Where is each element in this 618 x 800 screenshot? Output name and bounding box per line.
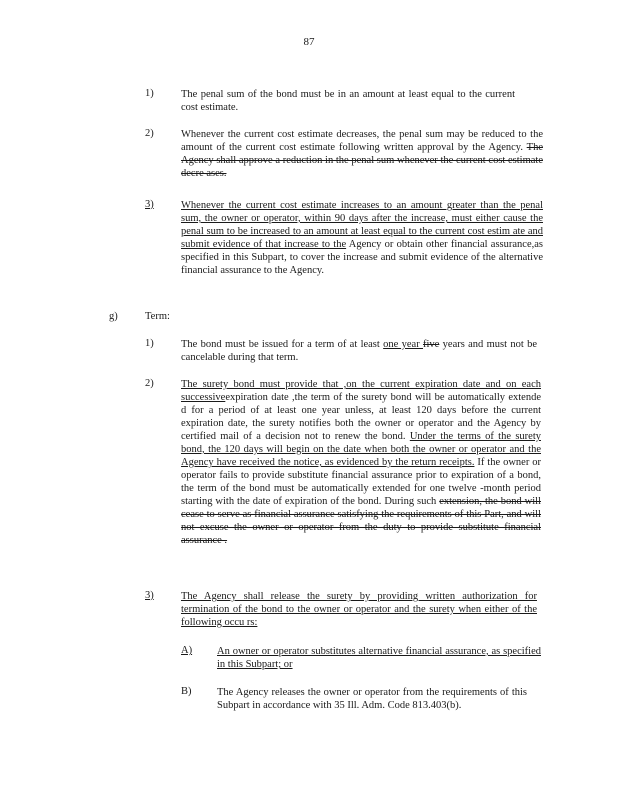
item-number: 2): [145, 128, 154, 139]
item-text: [181, 338, 537, 364]
item-number: 1): [145, 338, 154, 349]
item-text: [217, 686, 527, 712]
deleted-text: The Agency shall approve a reduction in the penal sum whenever the current cost estimate decre ases.: [181, 142, 543, 179]
item-text: [181, 199, 543, 277]
item-text: [181, 128, 543, 180]
text-segment: Agency or obtain other financial assurance,as specified in this Subpart, to cover the increase and submit evidence of the alternative financial assurance to the Agency.: [181, 239, 543, 276]
deleted-text: extension, the bond will cease to serve as financial assurance satisfying the requirements of this Part, and will not excuse the owner or operator from the duty to provide substitute financial assurance .: [181, 496, 541, 546]
text-segment: The penal sum of the bond must be in an amount at least equal to the current cost estimate.: [181, 89, 515, 113]
item-number: A): [181, 645, 193, 656]
inserted-text: Under the terms of the surety bond, the 120 days will begin on the date when both the owner or operator and the Agency have received the notice, as evidenced by the return receipts.: [181, 431, 541, 468]
inserted-text: Whenever the current cost estimate increases to an amount greater than the penal sum, the owner or operator, within 90 days after the increase, must either cause the penal sum to be increased to an amount at least equal to the current cost estim ate and submit evidence of that increase to the: [181, 200, 543, 250]
section-heading: [109, 311, 170, 322]
inserted-text: one year: [383, 339, 424, 350]
text-segment: Whenever the current cost estimate decreases, the penal sum may be reduced to the amount of the current cost estimate following written approval by the Agency.: [181, 129, 543, 153]
text-segment: The Agency releases the owner or operator from the requirements of this Subpart in accordance with 35 Ill. Adm. Code 813.403(b).: [217, 687, 527, 711]
item-text: [181, 378, 541, 547]
item-number: B): [181, 686, 192, 697]
item-text: [181, 590, 537, 629]
item-text: [217, 645, 541, 671]
inserted-text: The surety bond must provide that ,on the current expiration date and on each successive: [181, 379, 541, 403]
item-number: 3): [145, 199, 154, 210]
inserted-text: An owner or operator substitutes alternative financial assurance, as specified in this Subpart; or: [217, 646, 541, 670]
item-number: 2): [145, 378, 154, 389]
section-title: Term:: [145, 311, 170, 322]
page-number: 87: [303, 36, 315, 48]
item-number: 3): [145, 590, 154, 601]
text-segment: The bond must be issued for a term of at least: [181, 339, 384, 350]
deleted-text: five: [423, 339, 440, 350]
section-label: g): [109, 311, 118, 322]
inserted-text: The Agency shall release the surety by providing written authorization for termination of the bond to the owner or operator and the surety when either of the following occu rs:: [181, 591, 537, 628]
text-segment: years and must not be cancelable during that term.: [181, 339, 538, 363]
item-number: 1): [145, 88, 154, 99]
text-segment: expiration date ,the term of the surety bond will be automatically extende d for a period of at least one year unless, at least 120 days before the current expiration date, the surety notifies both the owner or operator and the Agency by certified mail of a decision not to renew the bond.: [181, 392, 541, 442]
item-text: [181, 88, 515, 114]
text-segment: If the owner or operator fails to provide substitute financial assurance prior to expiration of a bond, the term of the bond must be automatically extended for one twelve -month period starting with the date of expiration of the bond. During such: [181, 457, 541, 507]
